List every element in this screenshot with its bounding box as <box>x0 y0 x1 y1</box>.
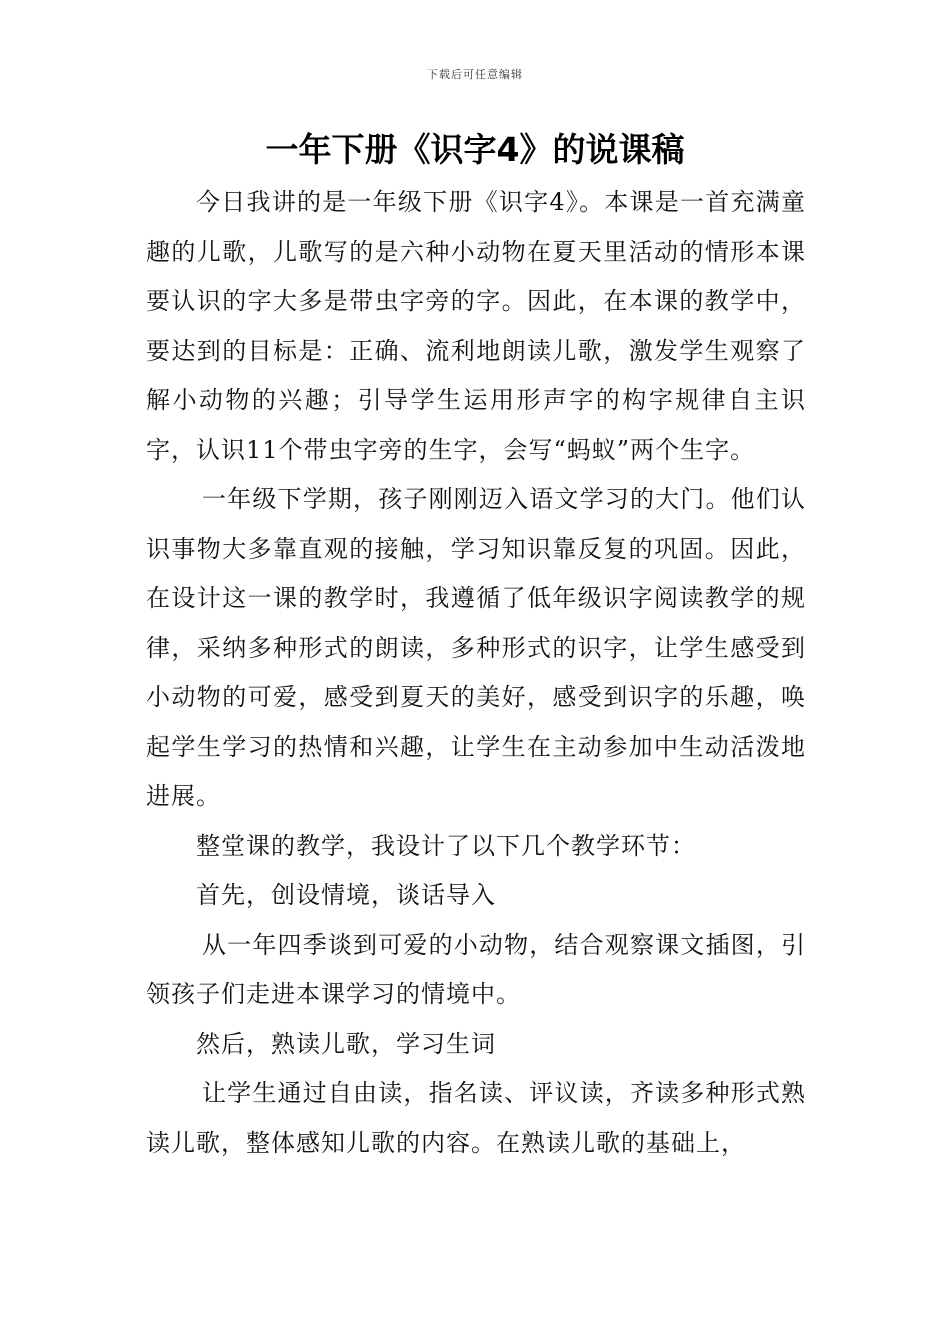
document-body <box>146 178 806 1168</box>
header-note: 下载后可任意编辑 <box>427 68 523 81</box>
paragraph-step-1-body: 从一年四季谈到可爱的小动物，结合观察课文插图，引领孩子们走进本课学习的情境中。 <box>146 930 806 1008</box>
paragraph-student-analysis: 一年级下学期，孩子刚刚迈入语文学习的大门。他们认识事物大多靠直观的接触，学习知识靠反复的巩固。因此，在设计这一课的教学时，我遵循了低年级识字阅读教学的规律，采纳多种形式的朗读，多种形式的识字，让学生感受到小动物的可爱，感受到夏天的美好，感受到识字的乐趣，唤起学生学习的热情和兴趣，让学生在主动参加中生动活泼地进展。 <box>146 485 806 810</box>
document-title: 一年下册《识字4》的说课稿 <box>265 130 685 169</box>
paragraph-steps-intro: 整堂课的教学，我设计了以下几个教学环节： <box>196 831 696 860</box>
paragraph-step-2-heading: 然后，熟读儿歌，学习生词 <box>196 1029 496 1058</box>
paragraph-intro: 今日我讲的是一年级下册《识字4》。本课是一首充满童趣的儿歌，儿歌写的是六种小动物在夏天里活动的情形本课要认识的字大多是带虫字旁的字。因此，在本课的教学中，要达到的目标是：正确、流利地朗读儿歌，激发学生观察了解小动物的兴趣；引导学生运用形声字的构字规律自主识字，认识11个带虫字旁的生字，会写“蚂蚁”两个生字。 <box>146 188 806 464</box>
paragraph-step-2-body: 让学生通过自由读，指名读、评议读，齐读多种形式熟读儿歌，整体感知儿歌的内容。在熟读儿歌的基础上， <box>146 1079 806 1157</box>
paragraph-step-1-heading: 首先，创设情境，谈话导入 <box>196 881 496 909</box>
